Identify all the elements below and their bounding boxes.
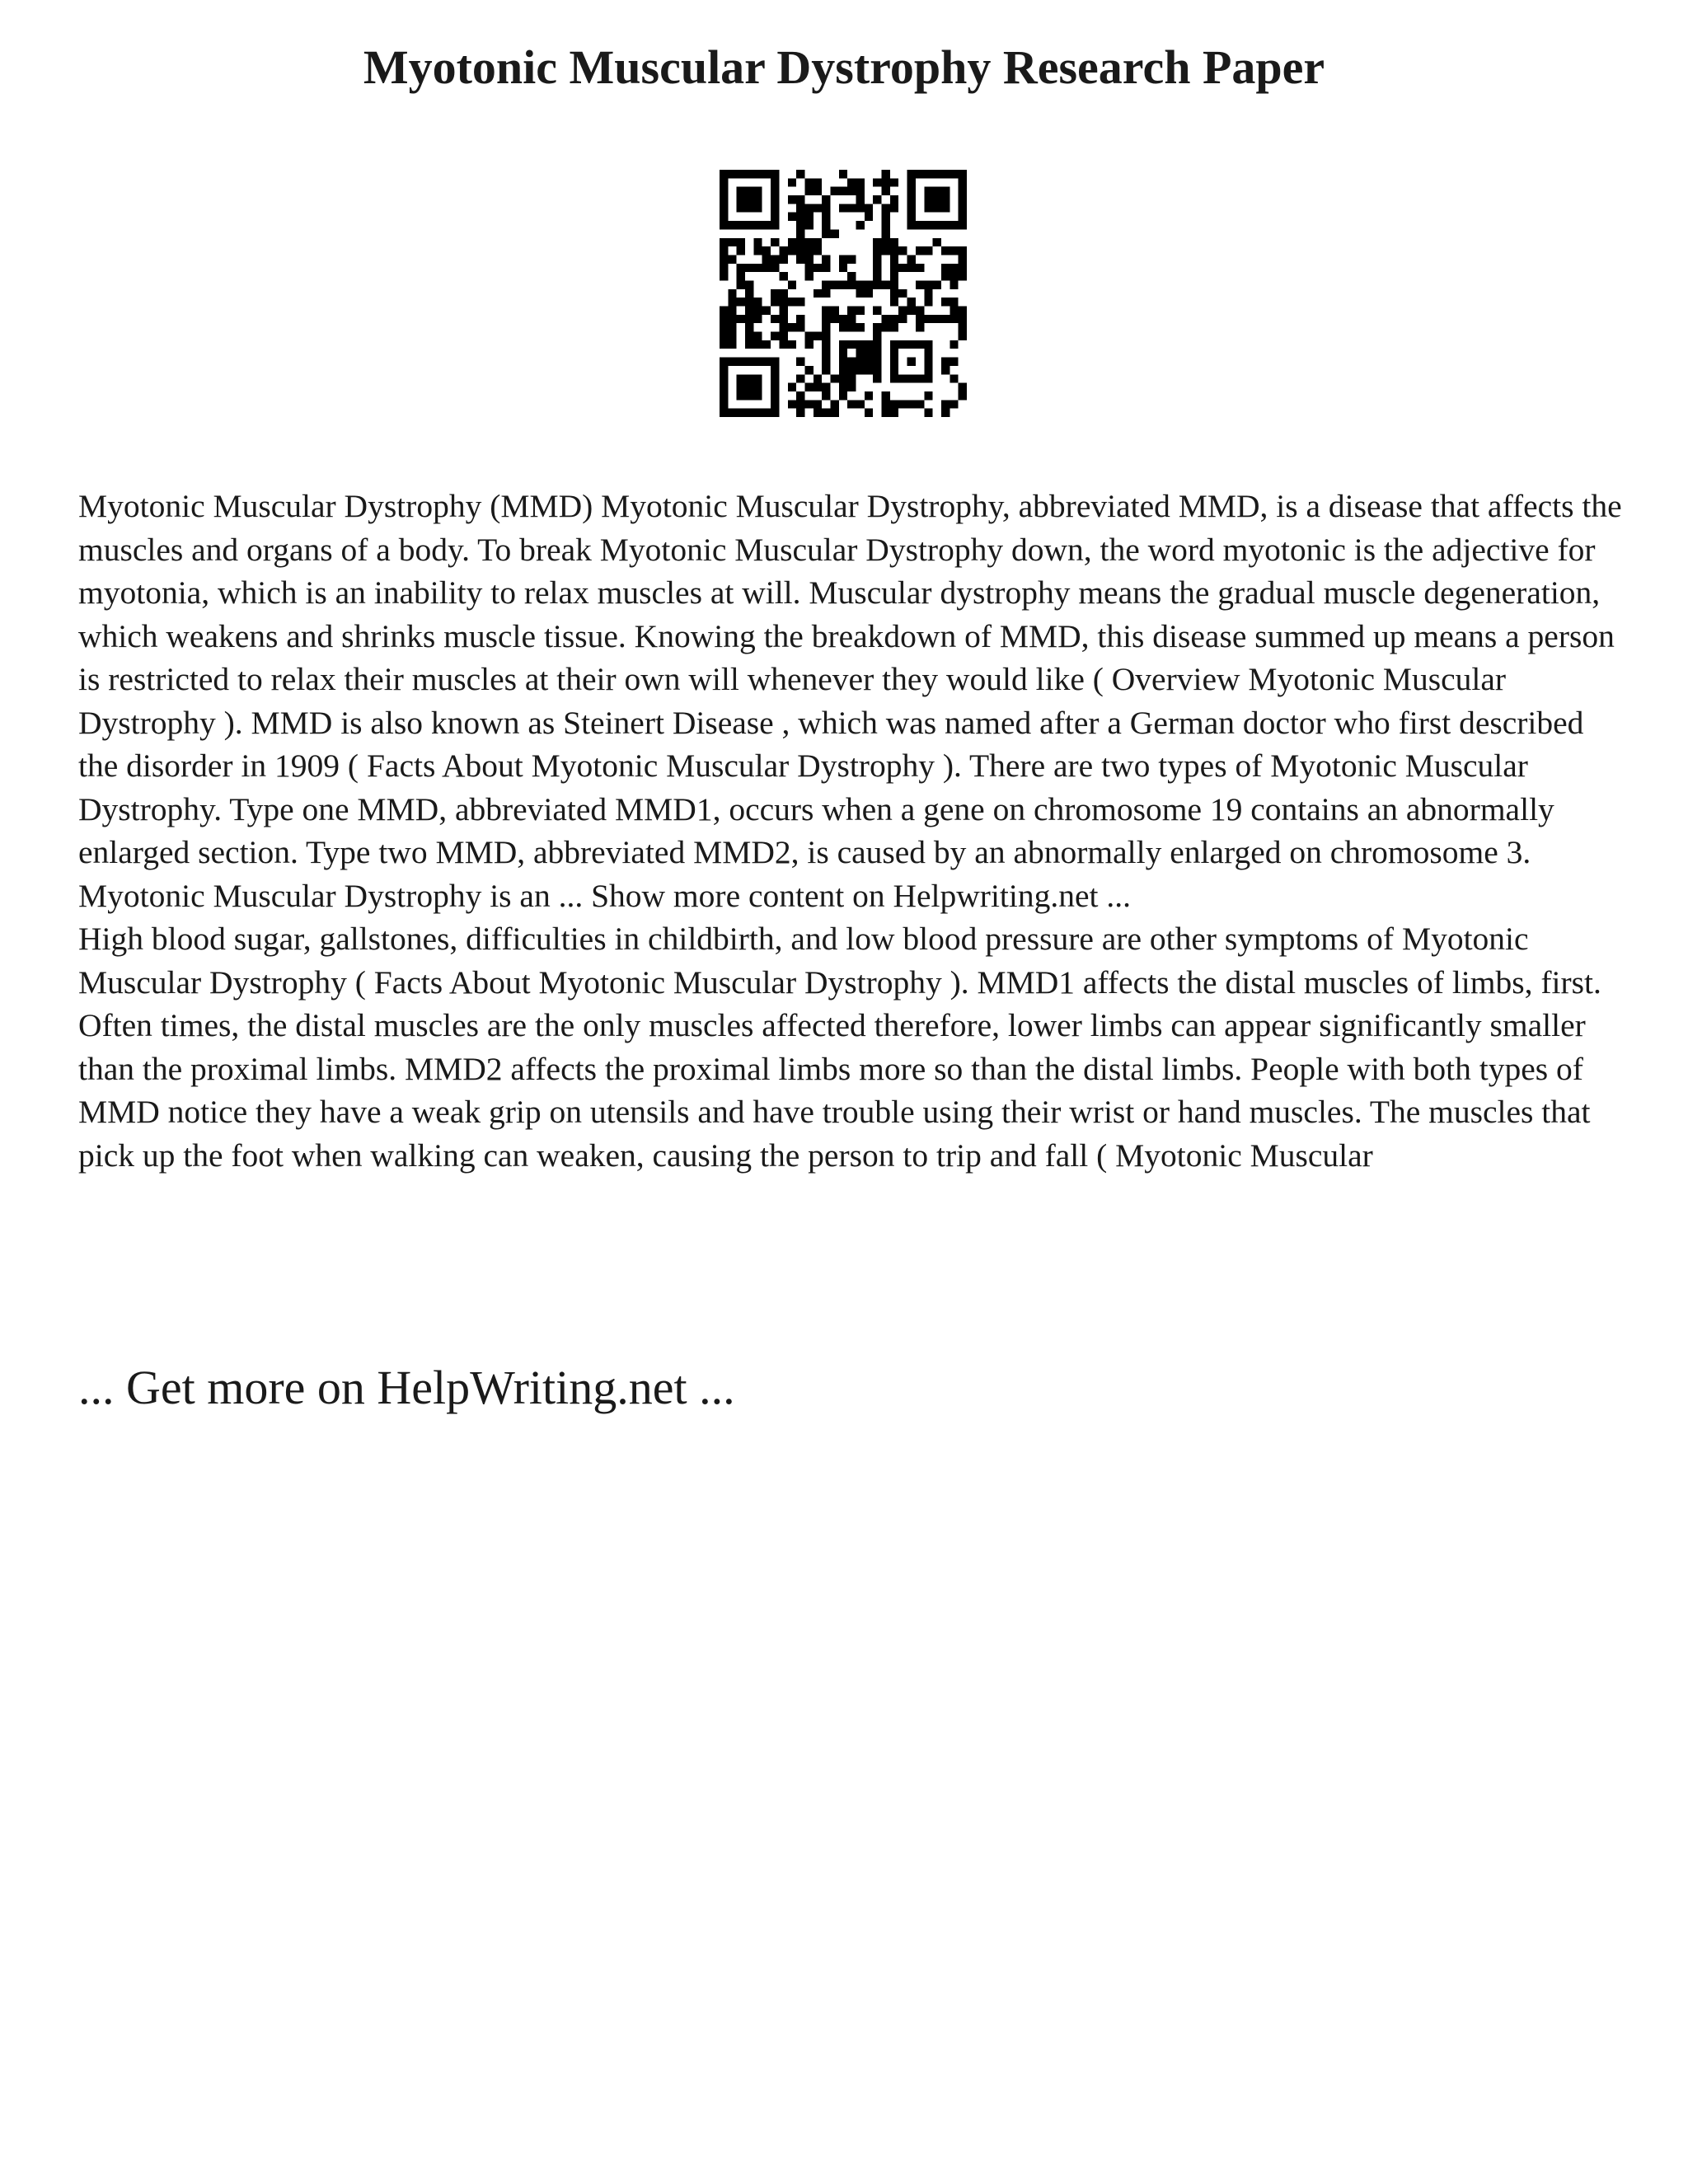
body-paragraph-1: Myotonic Muscular Dystrophy (MMD) Myotonic Muscular Dystrophy, abbreviated MMD, is a disease that affects the muscles and organs of a body. To break Myotonic Muscular Dystrophy down, the word myotonic is the adjective for myotonia, which is an inability to relax muscles at will. Muscular dystrophy means the gradual muscle degeneration, which weakens and shrinks muscle tissue. Knowing the breakdown of MMD, this disease summed up means a person is restricted to relax their muscles at their own will whenever they would like ( Overview Myotonic Muscular Dystrophy ). MMD is also known as Steinert Disease , which was named after a German doctor who first described the disorder in 1909 ( Facts About Myotonic Muscular Dystrophy ). There are two types of Myotonic Muscular Dystrophy. Type one MMD, abbreviated MMD1, occurs when a gene on chromosome 19 contains an abnormally enlarged section. Type two MMD, abbreviated MMD2, is caused by an abnormally enlarged on chromosome 3. Myotonic Muscular Dystrophy is an ... Show more content on Helpwriting.net ... xyxy=(78,488,1622,914)
document-body xyxy=(78,485,1628,1177)
body-paragraph-2: High blood sugar, gallstones, difficulties in childbirth, and low blood pressure are other symptoms of Myotonic Muscular Dystrophy ( Facts About Myotonic Muscular Dystrophy ). MMD1 affects the distal muscles of limbs, first. Often times, the distal muscles are the only muscles affected therefore, lower limbs can appear significantly smaller than the proximal limbs. MMD2 affects the proximal limbs more so than the distal limbs. People with both types of MMD notice they have a weak grip on utensils and have trouble using their wrist or hand muscles. The muscles that pick up the foot when walking can weaken, causing the person to trip and fall ( Myotonic Muscular xyxy=(78,921,1601,1174)
document-title: Myotonic Muscular Dystrophy Research Paper xyxy=(363,40,1325,94)
get-more-link[interactable]: ... Get more on HelpWriting.net ... xyxy=(78,1361,735,1414)
qr-code-icon xyxy=(720,170,967,417)
